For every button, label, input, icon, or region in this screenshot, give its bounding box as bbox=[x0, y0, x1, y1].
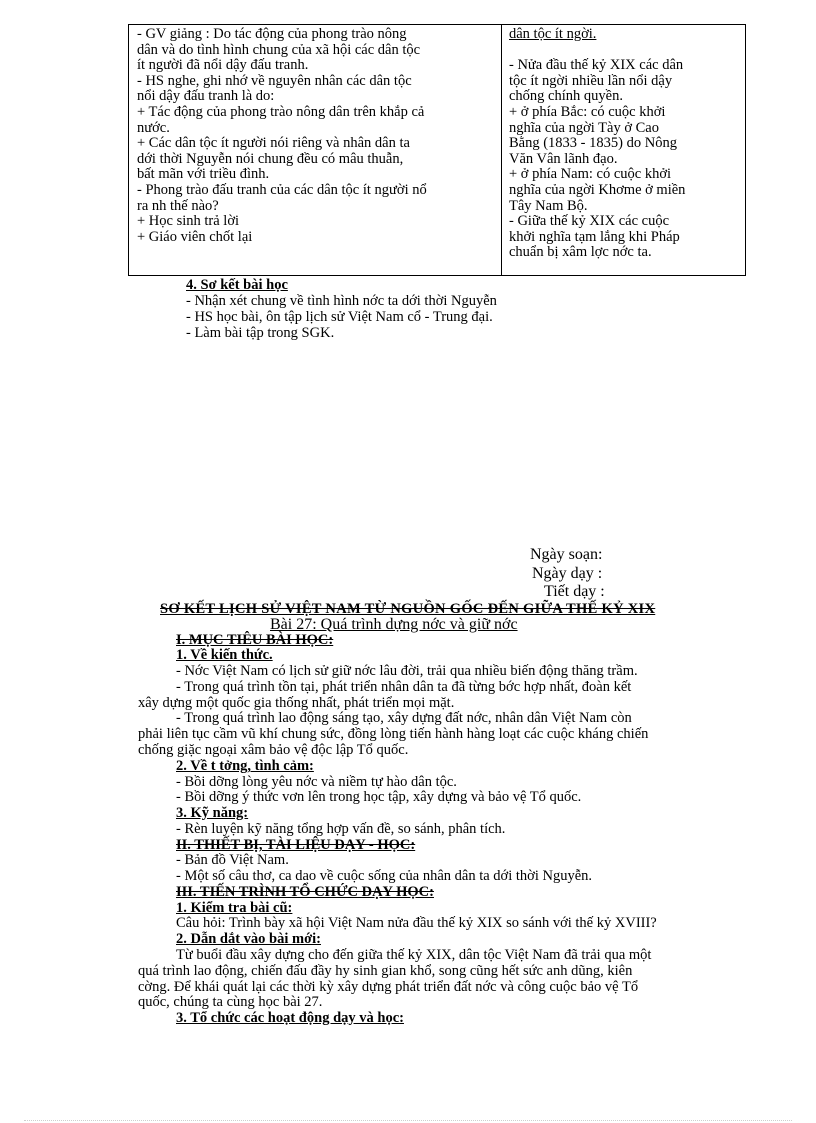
table-right-line: tộc ít ngời nhiều lần nổi dậy bbox=[509, 72, 673, 89]
paragraph-line: - Trong quá trình tồn tại, phát triển nhân dân ta đã từng bớc hợp nhất, đoàn kết bbox=[176, 679, 632, 695]
subsection-heading: 1. Kiểm tra bài cũ: bbox=[176, 900, 293, 916]
table-left-line: dới thời Nguyễn nói chung đều có mâu thuẫn, bbox=[137, 150, 404, 167]
paragraph-line: - Rèn luyện kỹ năng tổng hợp vấn đề, so sánh, phân tích. bbox=[176, 821, 506, 837]
paragraph-line: - Một số câu thơ, ca dao về cuộc sống của nhân dân ta dới thời Nguyễn. bbox=[176, 868, 593, 884]
table-right-line: khởi nghĩa tạm lắng khi Pháp bbox=[509, 228, 680, 245]
table-left-line: nổi dậy đấu tranh là do: bbox=[137, 88, 275, 105]
table-right-line: chống chính quyền. bbox=[509, 88, 623, 105]
table-right-line: nghĩa của ngời Tày ở Cao bbox=[509, 119, 659, 136]
paragraph-line: xây dựng một quốc gia thống nhất, phát triển mọi mặt. bbox=[138, 695, 455, 711]
table-left-line: + Các dân tộc ít người nói riêng và nhân dân ta bbox=[137, 135, 410, 152]
paragraph-line: Câu hỏi: Trình bày xã hội Việt Nam nửa đầu thế kỷ XIX so sánh với thế kỷ XVIII? bbox=[176, 915, 657, 931]
date-taught-label: Ngày dạy : bbox=[532, 565, 603, 582]
table-left-line: - GV giảng : Do tác động của phong trào nông bbox=[137, 26, 407, 42]
table-left-line: + Tác động của phong trào nông dân trên khắp cả bbox=[137, 103, 425, 120]
table-right-line: dân tộc ít ngời. bbox=[509, 26, 597, 42]
table-left-cell bbox=[137, 27, 495, 245]
table-left-line: dân và do tình hình chung của xã hội các dân tộc bbox=[137, 41, 421, 58]
lesson-period-label: Tiết dạy : bbox=[544, 583, 605, 600]
paragraph-line: - Bồi dỡng lòng yêu nớc và niềm tự hào dân tộc. bbox=[176, 774, 457, 790]
section-heading: III. TIẾN TRÌNH TỔ CHỨC DẠY HỌC: bbox=[176, 884, 434, 900]
lesson-subtitle: Bài 27: Quá trình dựng nớc và giữ nớc bbox=[270, 616, 518, 633]
table-right-line: Văn Vân lãnh đạo. bbox=[509, 150, 618, 167]
table-left-line: + Học sinh trả lời bbox=[137, 213, 240, 230]
paragraph-line: quá trình lao động, chiến đấu đầy hy sinh gian khổ, song cũng hết sức anh dũng, kiên bbox=[138, 963, 633, 979]
table-right-cell bbox=[509, 27, 739, 261]
table-right-line: - Giữa thế kỷ XIX các cuộc bbox=[509, 213, 670, 230]
paragraph-line: phải liên tục cầm vũ khí chung sức, đồng lòng tiến hành hàng loạt các cuộc kháng chiến bbox=[138, 726, 649, 742]
paragraph-line: - Bản đồ Việt Nam. bbox=[176, 852, 289, 868]
page-bottom-divider bbox=[24, 1120, 792, 1121]
lesson-table bbox=[128, 24, 746, 276]
section-heading: II. THIẾT BỊ, TÀI LIỆU DẠY - HỌC: bbox=[176, 837, 416, 853]
table-left-line: ít người đã nổi dậy đấu tranh. bbox=[137, 57, 309, 74]
subsection-heading: 3. Kỹ năng: bbox=[176, 805, 249, 821]
paragraph-line: quốc, chúng ta cùng học bài 27. bbox=[138, 994, 323, 1010]
summary-heading: 4. Sơ kết bài học bbox=[186, 277, 288, 293]
table-right-line: - Nửa đầu thế kỷ XIX các dân bbox=[509, 57, 684, 74]
subsection-heading: 2. Về t tởng, tình cảm: bbox=[176, 758, 314, 774]
summary-item: - Làm bài tập trong SGK. bbox=[186, 325, 335, 341]
summary-item: - HS học bài, ôn tập lịch sử Việt Nam cổ - Trung đại. bbox=[186, 309, 493, 325]
table-right-line: Bằng (1833 - 1835) do Nông bbox=[509, 135, 677, 152]
subsection-heading: 3. Tổ chức các hoạt động dạy và học: bbox=[176, 1010, 404, 1026]
paragraph-line: cờng. Để khái quát lại các thời kỳ xây dựng phát triển đất nớc và công cuộc bảo vệ Tổ bbox=[138, 979, 639, 995]
table-right-line: chuẩn bị xâm lợc nớc ta. bbox=[509, 244, 652, 261]
table-right-line: Tây Nam Bộ. bbox=[509, 197, 588, 214]
table-right-line: + ở phía Bắc: có cuộc khởi bbox=[509, 103, 666, 120]
table-left-line: ra nh thế nào? bbox=[137, 197, 219, 214]
table-right-line: nghĩa của ngời Khơme ở miền bbox=[509, 181, 686, 198]
table-left-line: bất mãn với triều đình. bbox=[137, 166, 270, 183]
table-left-line: nước. bbox=[137, 119, 170, 136]
paragraph-line: - Nớc Việt Nam có lịch sử giữ nớc lâu đời, trải qua nhiều biến động thăng trầm. bbox=[176, 663, 638, 679]
section-heading: I. MỤC TIÊU BÀI HỌC: bbox=[176, 632, 334, 648]
table-column-divider bbox=[501, 25, 502, 275]
paragraph-line: Từ buổi đầu xây dựng cho đến giữa thế kỷ XIX, dân tộc Việt Nam đã trải qua một bbox=[176, 947, 652, 963]
table-left-line: + Giáo viên chốt lại bbox=[137, 228, 253, 245]
subsection-heading: 1. Về kiến thức. bbox=[176, 647, 273, 663]
paragraph-line: - Trong quá trình lao động sáng tạo, xây dựng đất nớc, nhân dân Việt Nam còn bbox=[176, 710, 632, 726]
subsection-heading: 2. Dẫn dắt vào bài mới: bbox=[176, 931, 321, 947]
table-right-line: + ở phía Nam: có cuộc khởi bbox=[509, 166, 672, 183]
paragraph-line: - Bồi dỡng ý thức vơn lên trong học tập, xây dựng và bảo vệ Tổ quốc. bbox=[176, 789, 582, 805]
paragraph-line: chống giặc ngoại xâm bảo vệ độc lập Tổ quốc. bbox=[138, 742, 409, 758]
table-left-line: - Phong trào đấu tranh của các dân tộc ít người nổ bbox=[137, 181, 427, 198]
table-right-spacer bbox=[509, 43, 739, 59]
page-title: SƠ KẾT LỊCH SỬ VIỆT NAM TỪ NGUỒN GỐC ĐẾN GIỮA THẾ KỶ XIX bbox=[160, 601, 656, 617]
summary-item: - Nhận xét chung về tình hình nớc ta dới thời Nguyễn bbox=[186, 293, 497, 309]
table-left-line: - HS nghe, ghi nhớ về nguyên nhân các dân tộc bbox=[137, 72, 412, 89]
date-prepared-label: Ngày soạn: bbox=[530, 546, 603, 563]
